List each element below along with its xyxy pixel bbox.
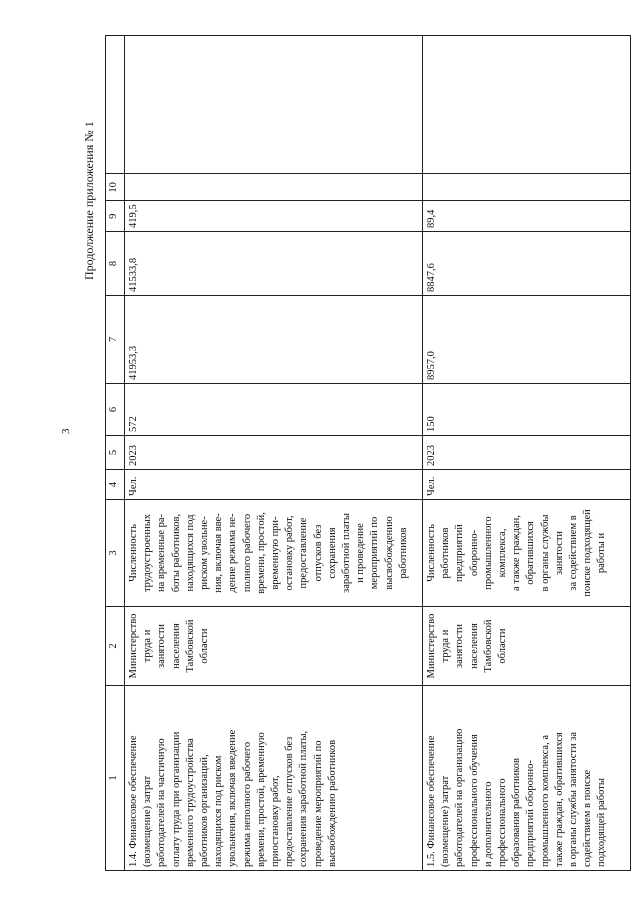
page-number: 3 <box>60 428 72 434</box>
header-cell: 4 <box>106 470 125 500</box>
appendix-table <box>105 35 631 871</box>
other-funding-cell <box>125 174 423 201</box>
header-cell: 9 <box>106 201 125 232</box>
year-cell: 2023 <box>125 436 423 470</box>
indicator-cell: Численность трудоустроенных на временные ра- боты работников, находящихся под риском увольне- ния, включая вве- дение режима не- полного рабочего времени, простой, временную при- остановку работ, предоставление отпусков без сохранения заработной платы и проведение мероприятий по высвобождению работников <box>125 500 423 607</box>
header-cell: 2 <box>106 607 125 686</box>
regional-funding-cell: 419,5 <box>125 201 423 232</box>
table-row <box>423 36 631 871</box>
appendix-label: Продолжение приложения № 1 <box>82 121 96 280</box>
header-cell: 10 <box>106 174 125 201</box>
header-cell: 6 <box>106 384 125 436</box>
total-funding-cell: 41953,3 <box>125 296 423 384</box>
header-cell: 5 <box>106 436 125 470</box>
header-cell: 8 <box>106 232 125 296</box>
unit-cell: Чел. <box>125 470 423 500</box>
executor-cell: Министерство труда и занятости населения Тамбовской области <box>125 607 423 686</box>
header-cell: 7 <box>106 296 125 384</box>
header-cell: 3 <box>106 500 125 607</box>
federal-funding-cell: 41533,8 <box>125 232 423 296</box>
blank-cell <box>423 36 631 174</box>
value-cell: 572 <box>125 384 423 436</box>
total-funding-cell: 8957,0 <box>423 296 631 384</box>
value-cell: 150 <box>423 384 631 436</box>
indicator-cell: Численность работников предприятий оборонно- промышленного комплекса, а также граждан, обратившихся в органы службы занятости за содействием в поиске подходящей работы и <box>423 500 631 607</box>
table-row <box>125 36 423 871</box>
header-cell: 1 <box>106 686 125 871</box>
measure-name-cell: 1.5. Финансовое обеспечение (возмещение) затрат работодателей на организацию профессионального обучения и дополнительного профессионального образования работников предприятий оборонно- промышленного комплекса, а также граждан, обратившихся в органы службы занятости за содействием в поиске подходящей работы <box>423 686 631 871</box>
other-funding-cell <box>423 174 631 201</box>
regional-funding-cell: 89,4 <box>423 201 631 232</box>
federal-funding-cell: 8847,6 <box>423 232 631 296</box>
blank-cell <box>125 36 423 174</box>
measure-name-cell: 1.4. Финансовое обеспечение (возмещение) затрат работодателей на частичную оплату труда при организации временного трудоустройства работников организаций, находящихся под риском увольнения, включая введение режима неполного рабочего времени, простой, временную приостановку работ, предоставление отпусков без сохранения заработной платы, проведение мероприятий по высвобождению работников <box>125 686 423 871</box>
table-header-row <box>106 36 125 871</box>
year-cell: 2023 <box>423 436 631 470</box>
unit-cell: Чел. <box>423 470 631 500</box>
header-blank-cell <box>106 36 125 174</box>
executor-cell: Министерство труда и занятости населения Тамбовской области <box>423 607 631 686</box>
